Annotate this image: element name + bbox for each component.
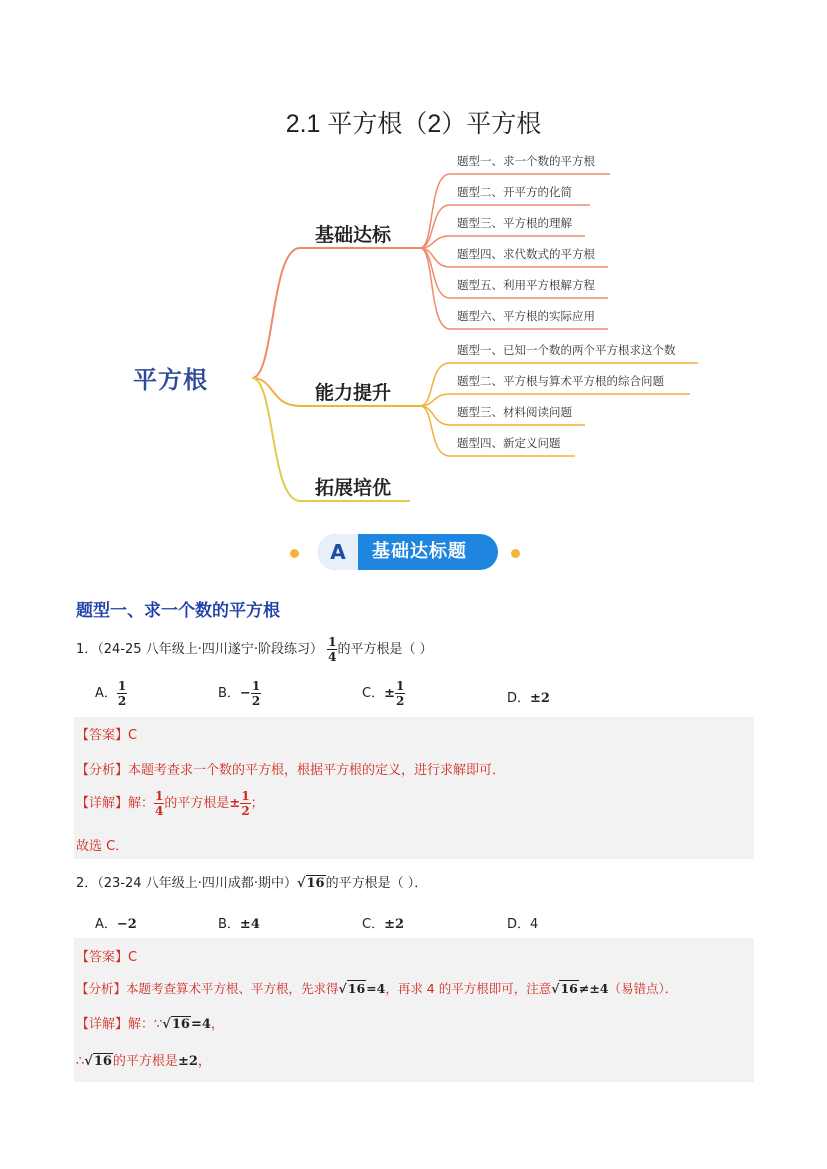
q1-answer: 【答案】C: [76, 728, 138, 743]
banner-text: 基础达标题: [372, 541, 467, 562]
page-title: 2.1 平方根（2）平方根: [285, 110, 542, 138]
banner-letter: A: [318, 534, 358, 570]
q1-option-c: C．± $\frac{1}{2}$: [362, 679, 405, 708]
branch-ability: 能力提升: [315, 382, 392, 404]
q1-stem: 的平方根是（ ）: [337, 642, 433, 657]
banner-left-dot: [290, 549, 299, 558]
q2-option-d: D．4: [507, 917, 539, 932]
section-title: 题型一、求一个数的平方根: [76, 601, 280, 621]
q1-frac-den: 4: [328, 650, 337, 664]
q2-analysis: 【分析】本题考查算术平方根、平方根，先求得√16=4，再求 4 的平方根即可，注意√16≠±4（易错点）．: [76, 981, 678, 996]
branch-extend: 拓展培优: [315, 477, 392, 499]
banner-right-dot: [511, 549, 520, 558]
q1-detail: 【详解】解： $\frac{1}{4}$ 的平方根是± $\frac{1}{2}$ ；: [76, 789, 264, 818]
q2-answer: 【答案】C: [76, 950, 138, 965]
leaf-basic-6: 题型六、平方根的实际应用: [457, 309, 595, 323]
q2-number: 2．: [76, 876, 98, 891]
q1-number: 1．: [76, 642, 98, 657]
leaf-ability-2: 题型二、平方根与算术平方根的综合问题: [457, 374, 664, 388]
leaf-basic-1: 题型一、求一个数的平方根: [457, 154, 595, 168]
leaf-ability-4: 题型四、新定义问题: [457, 436, 561, 450]
mindmap-root: 平方根: [133, 366, 208, 394]
q1-fraction: [327, 636, 337, 663]
leaf-ability-3: 题型三、材料阅读问题: [457, 405, 572, 419]
leaf-basic-3: 题型三、平方根的理解: [457, 216, 572, 230]
q1-option-b: B．− $\frac{1}{2}$: [218, 679, 261, 708]
q2-option-b: B．±4: [218, 917, 260, 932]
question-2: [76, 872, 427, 891]
q1-solution-box: [74, 717, 754, 859]
q1-conclusion: 故选 C．: [76, 839, 129, 854]
branch-basic: 基础达标: [315, 224, 392, 246]
q1-analysis: 【分析】本题考查求一个数的平方根，根据平方根的定义，进行求解即可．: [76, 763, 506, 778]
branch-line-basic: [252, 248, 420, 378]
leaf-basic-4: 题型四、求代数式的平方根: [457, 247, 595, 261]
leaf-ability-1: 题型一、已知一个数的两个平方根求这个数: [457, 343, 676, 357]
leaf-basic-5: 题型五、利用平方根解方程: [457, 278, 595, 292]
q2-detail: 【详解】解：∵√16=4，: [76, 1017, 224, 1032]
q2-stem: 的平方根是（ ）．: [325, 876, 428, 891]
q2-sqrt: √16: [296, 876, 325, 891]
q1-option-d: D．±2: [507, 691, 550, 706]
q2-option-a: A．−2: [95, 917, 137, 932]
q2-detail-line2: ∴√16的平方根是±2，: [76, 1054, 211, 1069]
q2-source: （23-24 八年级上·四川成都·期中）: [97, 876, 297, 891]
q1-frac-num: 1: [328, 635, 337, 649]
q2-option-c: C．±2: [362, 917, 405, 932]
q1-option-a: A． $\frac{1}{2}$: [95, 679, 127, 708]
mindmap-lines: [0, 0, 827, 520]
leaf-basic-2: 题型二、开平方的化简: [457, 185, 572, 199]
q1-source: （24-25 八年级上·四川遂宁·阶段练习）: [97, 642, 323, 657]
question-1: [76, 636, 433, 663]
